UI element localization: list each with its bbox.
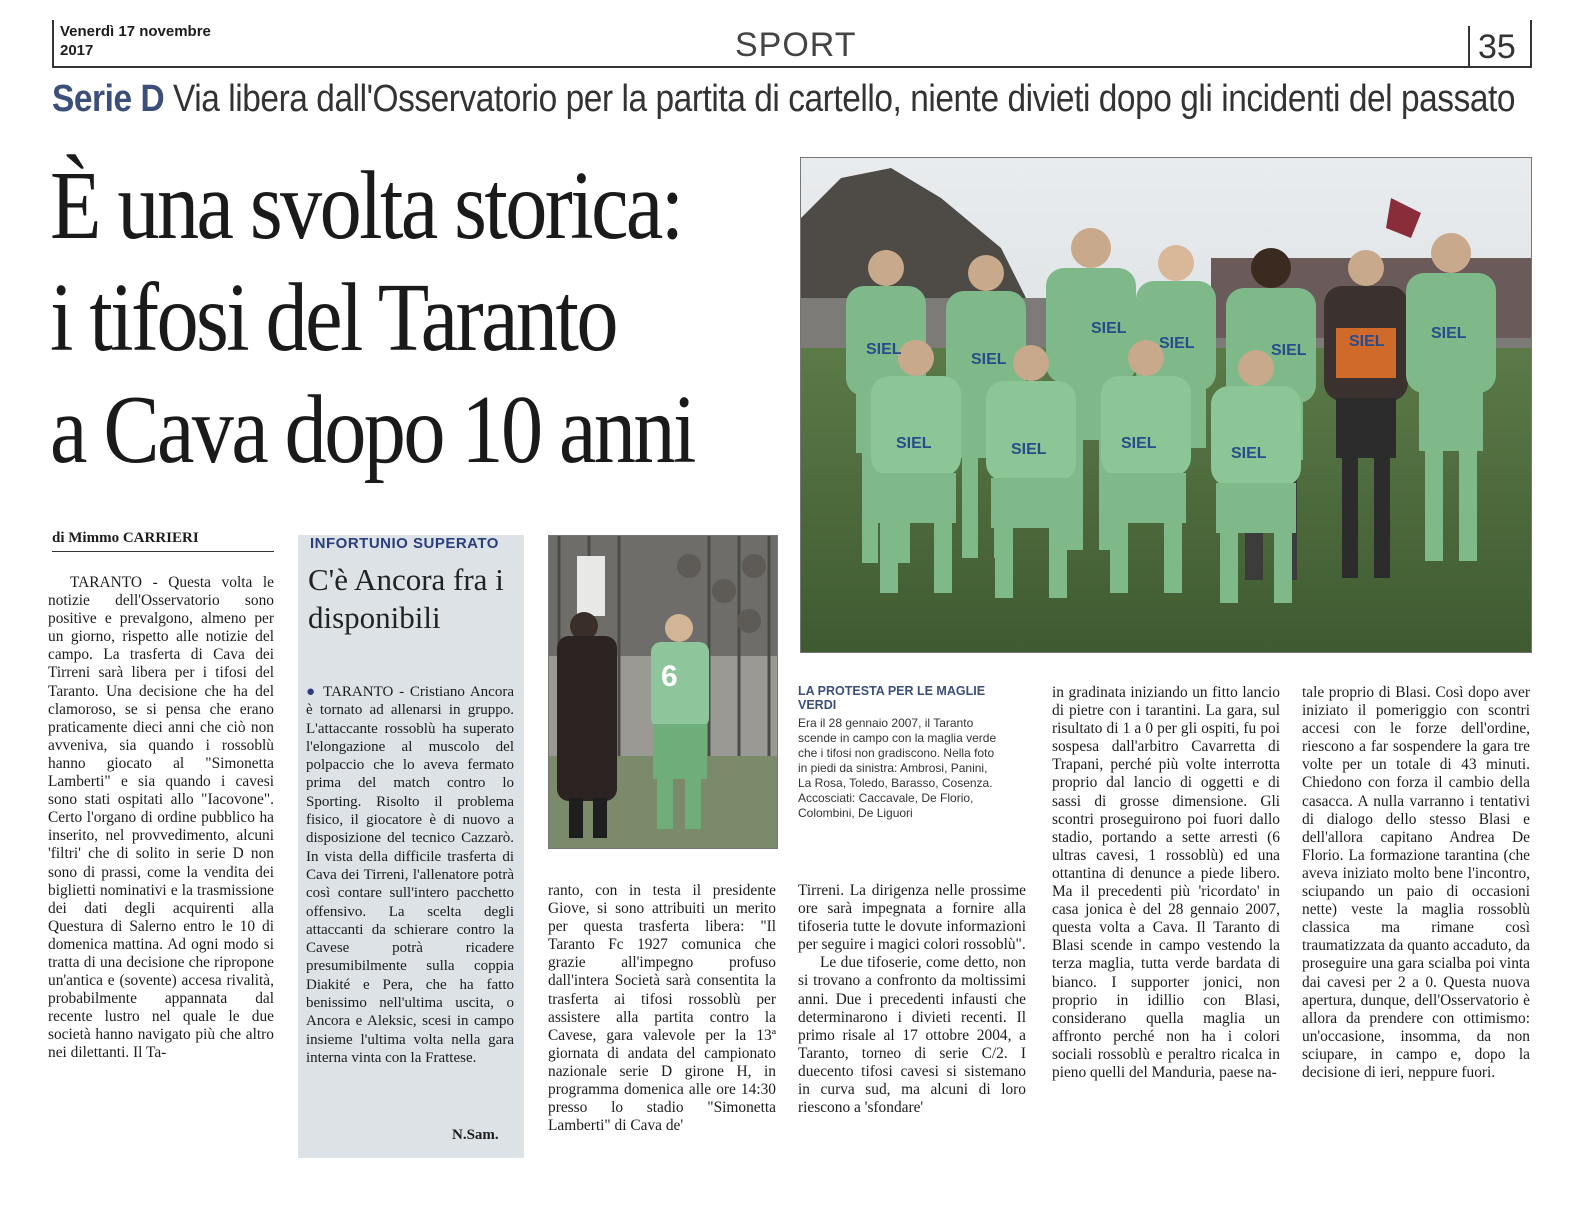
team-photo-illustration <box>801 158 1531 652</box>
article-column-4 <box>798 882 1026 1117</box>
section-name: SPORT <box>735 26 857 64</box>
article-kicker <box>52 78 1515 121</box>
paragraph: Le due tifoserie, come detto, non si trovano a confronto da moltissimi anni. Due i precedenti infausti che determinarono i divieti recenti. Il primo risale al 17 ottobre 2004, a Taranto, torneo di serie C/2. I duecento tifosi cavesi si sistemano in curva sud, ma alcuni di loro riescono a 'sfondare' <box>798 954 1026 1117</box>
article-column-5 <box>1052 684 1280 1082</box>
headline-line-1: È una svolta storica: <box>50 152 682 260</box>
shirt-number: 6 <box>661 660 678 693</box>
page-number: 35 <box>1478 28 1516 66</box>
sidebar-signature: N.Sam. <box>452 1127 499 1143</box>
headline-line-3: a Cava dopo 10 anni <box>50 376 694 484</box>
byline: di Mimmo CARRIERI <box>52 530 199 546</box>
article-column-6 <box>1302 684 1530 1082</box>
paragraph: TARANTO - Questa volta le notizie dell'Osservatorio sono positive e prevalgono, almeno per un giorno, rispetto alle notizie del campo. La trasferta di Cava dei Tirreni sarà libera per i tifosi del Taranto. Una decisione che ha del clamoroso, se si pensa che erano praticamente dieci anni che ciò non avveniva, sia quando i rossoblù hanno giocato al "Simonetta Lamberti" e sia quando i cavesi sono stati ospitati allo "Iacovone". Certo l'organo di ordine pubblico ha inserito, nel provvedimento, alcuni 'filtri' che di solito in serie D non sono di prassi, come la vendita dei biglietti nominativi e la trasmissione dei dati degli acquirenti alla Questura di Salerno entro le 10 di domenica mattina. Ad ogni modo si tratta di una decisione che ripropone un'antica e (sovente) accesa rivalità, probabilmente appannata dal recente lustro nel quale le due società hanno navigato più che altro nei dilettanti. Il Ta- <box>48 574 274 1062</box>
headline <box>50 150 694 486</box>
sidebar-body <box>306 683 514 1067</box>
kicker-tag: Serie D <box>52 78 165 120</box>
protest-photo-illustration <box>549 536 777 848</box>
sponsor-logo: SIEL <box>1271 342 1307 359</box>
protest-photo <box>548 535 778 849</box>
headline-line-2: i tifosi del Taranto <box>50 264 616 372</box>
sidebar-kicker: INFORTUNIO SUPERATO <box>310 535 499 552</box>
team-photo <box>800 157 1532 653</box>
sponsor-logo: SIEL <box>1091 320 1127 337</box>
photo-caption-title: LA PROTESTA PER LE MAGLIE VERDI <box>798 684 986 712</box>
sponsor-logo: SIEL <box>896 435 932 452</box>
paragraph: ranto, con in testa il presidente Giove, si sono attribuiti un merito per questa trasferta libera: "Il Taranto Fc 1927 comunica che grazie all'impegno profuso dall'intera Società sarà consentita la trasferta ai tifosi rossoblù per assistere alla partita contro la Cavese, gara valevole per la 13ª giornata di andata del campionato nazionale serie D girone H, in programma domenica alle ore 14:30 presso lo stadio "Simonetta Lamberti" di Cava de' <box>548 882 776 1135</box>
sponsor-logo: SIEL <box>971 351 1007 368</box>
sponsor-logo: SIEL <box>866 341 902 358</box>
issue-date: Venerdì 17 novembre 2017 <box>60 23 211 59</box>
paragraph: tale proprio di Blasi. Così dopo aver iniziato il pomeriggio con scontri accesi con le forze dell'ordine, riescono a far sospendere la gara tre volte per un totale di 43 minuti. Chiedono con forza il cambio della casacca. A nulla varranno i tentativi di dialogo dello stesso Blasi e dell'allora capitano Andrea De Florio. La formazione tarantina (che aveva iniziato molto bene l'incontro, sciupando un paio di occasioni nette) veste la maglia rossoblù classica ma rimane così traumatizzata da quanto accaduto, da proseguire una gara scialba poi vinta dai cavesi per 2 a 0. Questa nuova apertura, dunque, dell'Osservatorio è allora da prendere con ottimismo: un'occasione, insomma, da non sciupare, in campo e, dopo la decisione di ieri, neppure fuori. <box>1302 684 1530 1081</box>
sponsor-logo: SIEL <box>1011 441 1047 458</box>
sponsor-logo: SIEL <box>1231 445 1267 462</box>
page-number-divider <box>1468 26 1470 66</box>
paragraph: TARANTO - Cristiano Ancora è tornato ad allenarsi in gruppo. L'attaccante rossoblù ha superato l'elongazione al muscolo del polpaccio che lo aveva fermato prima del match contro lo Sporting. Risolto il problema fisico, il giocatore è di nuovo a disposizione del tecnico Cazzarò. In vista della difficile trasferta di Cava dei Tirreni, l'allenatore potrà così contare sull'intero pacchetto offensivo. La scelta degli attaccanti da schierare contro la Cavese potrà ricadere presumibilmente sulla coppia Diakité e Pera, che ha fatto benissimo nell'ultima uscita, o Ancora e Aleksic, scesi in campo insieme l'ultima volta nella gara interna vinta con la Frattese. <box>306 684 514 1066</box>
header-rule <box>52 66 1532 68</box>
photo-caption: Era il 28 gennaio 2007, il Taranto scende in campo con la maglia verde che i tifosi non gradiscono. Nella foto in piedi da sinistra: Ambrosi, Panini, La Rosa, Toledo, Barasso, Cosenza. Accosciati: Caccavale, De Florio, Colombini, De Liguori <box>798 716 997 820</box>
byline-rule <box>52 551 274 552</box>
paragraph: in gradinata iniziando un fitto lancio di pietre con i tarantini. La gara, sul risultato di 1 a 0 per gli ospiti, fu poi sospesa dall'arbitro Cavarretta di Trapani, perché più volte interrotta proprio dal lancio di oggetti e di sassi di grosse dimensione. Gli scontri proseguirono poi fuori dallo stadio, portando a sette arresti (6 ultras cavesi, 1 rossoblù) ed una ottantina di denunce a piede libero. Ma il precedenti più 'ricordato' in casa jonica è del 28 gennaio 2007, questa volta a Cava. Il Taranto di Blasi scende in campo vestendo la terza maglia, tutta verde bardata di bianco. I supporter jonici, non proprio in idillio con Blasi, considerano quella maglia un affronto perché non ha i colori sociali rossoblù e peraltro ricalca in pieno quelli del Manduria, paese na- <box>1052 684 1280 1081</box>
kicker-text: Via libera dall'Osservatorio per la partita di cartello, niente divieti dopo gli incidenti del passato <box>173 78 1516 120</box>
paragraph: Tirreni. La dirigenza nelle prossime ore sarà impegnata a fornire alla tifoseria tutte le dovute informazioni per seguire i magici colori rossoblù". <box>798 882 1026 954</box>
header-right-rule <box>1530 20 1532 68</box>
sponsor-logo: SIEL <box>1431 325 1467 342</box>
article-column-1 <box>48 574 274 1063</box>
bullet-icon: ● <box>306 684 318 700</box>
sponsor-logo: SIEL <box>1159 335 1195 352</box>
sponsor-logo: SIEL <box>1121 435 1157 452</box>
sponsor-logo: SIEL <box>1349 333 1385 350</box>
sidebar-title: C'è Ancora fra i disponibili <box>308 562 504 635</box>
header-left-rule <box>52 20 54 66</box>
article-column-3 <box>548 882 776 1135</box>
